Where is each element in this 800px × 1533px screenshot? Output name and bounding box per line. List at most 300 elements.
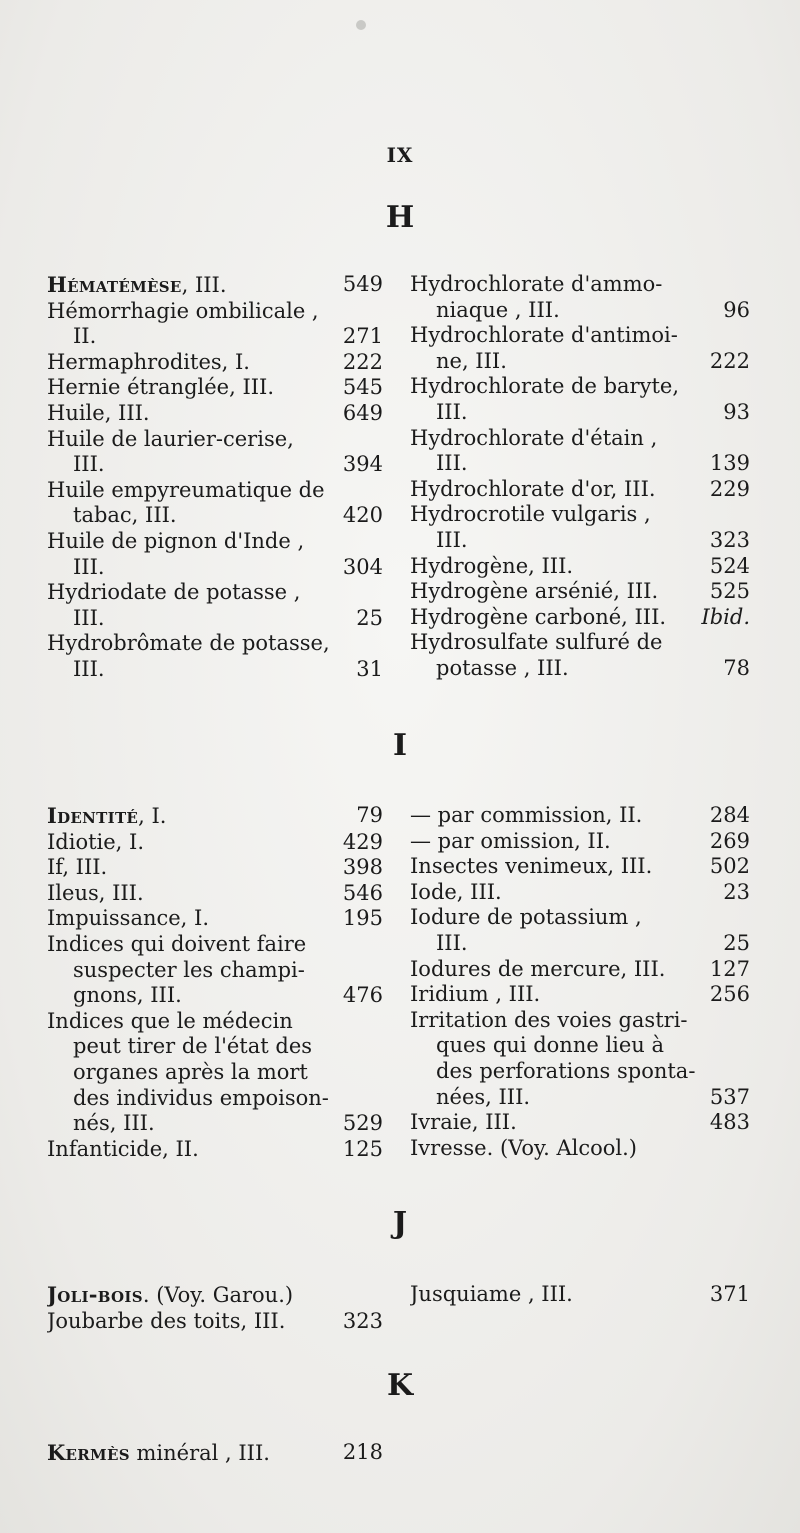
entry-text: [73, 324, 96, 350]
entry-line: [47, 272, 383, 299]
section-letter-k: K: [386, 1368, 414, 1403]
entry-line: [410, 323, 750, 349]
entry-text: [47, 580, 300, 606]
entry-label: ne, III.: [436, 348, 507, 373]
entry-label: , I.: [138, 804, 167, 828]
entry-line: [47, 906, 383, 932]
entry-text: [47, 803, 166, 830]
page-reference: 394: [342, 452, 383, 477]
entry-text: [436, 1033, 664, 1059]
page-reference: 229: [709, 476, 750, 501]
index-entry: [410, 272, 750, 323]
page-reference: 78: [723, 655, 750, 680]
entry-line: [47, 932, 383, 958]
page-reference: 398: [342, 855, 383, 880]
entry-text: [436, 349, 507, 375]
entry-label: Impuissance, I.: [47, 906, 210, 931]
page-reference: 25: [356, 605, 383, 630]
index-entry: [410, 1008, 750, 1110]
entry-continuation-line: [47, 503, 383, 529]
entry-label: gnons, III.: [73, 983, 182, 1008]
section-letter-j: J: [392, 1206, 408, 1241]
index-entry: [410, 905, 750, 956]
page-reference: 476: [342, 983, 383, 1008]
entry-label: Hydrochlorate de baryte,: [410, 374, 680, 399]
page-reference: 96: [723, 297, 750, 322]
entry-text: [73, 958, 305, 984]
page-reference: 649: [342, 400, 383, 425]
entry-continuation-line: [410, 298, 750, 324]
entry-label: tabac, III.: [73, 503, 177, 528]
page-reference: 222: [709, 348, 750, 373]
page-reference: 256: [709, 982, 750, 1007]
entry-text: [410, 426, 657, 452]
page-reference: [377, 1060, 383, 1086]
entry-text: [410, 1136, 637, 1162]
section-i-right-column: [410, 803, 750, 1161]
entry-text: [47, 350, 250, 376]
page-reference: 420: [342, 503, 383, 528]
entry-label: potasse , III.: [436, 655, 569, 680]
entry-label: Hydrocrotile vulgaris ,: [410, 502, 651, 527]
entry-line: [47, 580, 383, 606]
page-reference: 549: [342, 272, 383, 296]
entry-label: peut tirer de l'état des: [73, 1034, 313, 1059]
entry-text: [410, 272, 662, 298]
entry-line: [410, 854, 750, 880]
entry-line: [410, 1282, 750, 1308]
index-entry: [47, 299, 383, 350]
entry-line: [47, 375, 383, 401]
index-entry: [410, 829, 750, 855]
index-entry: [410, 554, 750, 580]
index-entry: [47, 1009, 383, 1137]
entry-text: [410, 502, 651, 528]
entry-line: [47, 631, 383, 657]
entry-label: Ivraie, III.: [410, 1110, 517, 1135]
entry-label: Hydrogène arsénié, III.: [410, 579, 659, 604]
page-reference: [744, 323, 750, 349]
page-reference: [744, 272, 750, 298]
entry-continuation-line: [47, 958, 383, 984]
page-reference: 524: [709, 553, 750, 578]
entry-continuation-line: [47, 324, 383, 350]
page-reference: 93: [723, 399, 750, 424]
entry-label: II.: [73, 324, 97, 349]
entry-text: [410, 1282, 573, 1308]
entry-line: [410, 502, 750, 528]
entry-label: If, III.: [47, 855, 108, 880]
entry-text: [47, 401, 150, 427]
entry-label: Hydrochlorate d'étain ,: [410, 425, 658, 450]
entry-label: Joubarbe des toits, III.: [47, 1308, 286, 1333]
entry-continuation-line: [410, 1059, 750, 1085]
page-reference: 537: [709, 1084, 750, 1109]
page-reference: [377, 958, 383, 984]
entry-label: III.: [436, 527, 468, 552]
index-entry: [47, 1282, 383, 1309]
entry-label: Hermaphrodites, I.: [47, 349, 250, 374]
entry-text: [436, 656, 569, 682]
page-reference: 195: [342, 906, 383, 931]
entry-text: [436, 1059, 695, 1085]
entry-continuation-line: [410, 1085, 750, 1111]
entry-text: [436, 400, 468, 426]
entry-label: III.: [436, 930, 468, 955]
entry-label: Iridium , III.: [410, 982, 541, 1007]
entry-continuation-line: [410, 400, 750, 426]
entry-label: III.: [73, 656, 105, 681]
entry-line: [47, 803, 383, 830]
entry-label: III.: [73, 554, 105, 579]
entry-line: [47, 1440, 383, 1467]
entry-text: [73, 606, 105, 632]
entry-label: , III.: [181, 273, 227, 297]
entry-text: [410, 905, 642, 931]
index-entry: [47, 478, 383, 529]
entry-headword: Hématémèse: [47, 272, 182, 297]
page-reference: 269: [709, 828, 750, 853]
entry-text: [73, 983, 182, 1009]
entry-label: III.: [73, 452, 105, 477]
entry-text: [410, 630, 662, 656]
entry-continuation-line: [410, 451, 750, 477]
page-reference: 545: [342, 375, 383, 400]
entry-text: [73, 1034, 312, 1060]
entry-text: [410, 880, 502, 906]
page-reference: [377, 299, 383, 325]
entry-text: [47, 1440, 270, 1467]
entry-label: III.: [73, 605, 105, 630]
entry-label: Infanticide, II.: [47, 1136, 199, 1161]
entry-line: [47, 401, 383, 427]
page-reference: 429: [342, 829, 383, 854]
index-entry: [47, 631, 383, 682]
index-entry: [47, 881, 383, 907]
page-reference: [377, 580, 383, 606]
entry-text: [47, 881, 144, 907]
page-reference: [377, 631, 383, 657]
entry-line: [47, 830, 383, 856]
page-reference: [377, 529, 383, 555]
index-entry: [47, 529, 383, 580]
entry-line: [410, 605, 750, 631]
entry-text: [47, 932, 306, 958]
entry-text: [73, 503, 177, 529]
page-reference: [377, 427, 383, 453]
entry-text: [436, 451, 468, 477]
page-reference: 323: [342, 1308, 383, 1333]
entry-line: [47, 1282, 383, 1309]
entry-continuation-line: [410, 349, 750, 375]
entry-line: [410, 272, 750, 298]
entry-line: [47, 299, 383, 325]
index-entry: [410, 880, 750, 906]
page-reference: [744, 426, 750, 452]
entry-text: [410, 1110, 517, 1136]
page-reference: [744, 1136, 750, 1162]
page-reference: [744, 374, 750, 400]
page-reference: [744, 905, 750, 931]
entry-text: [73, 1060, 308, 1086]
entry-text: [73, 452, 105, 478]
entry-line: [410, 880, 750, 906]
entry-text: [410, 605, 666, 631]
section-h-left-column: [47, 272, 383, 683]
entry-label: Ivresse. (Voy. Alcool.): [410, 1135, 637, 1160]
section-j-left-column: [47, 1282, 383, 1334]
page-reference: 139: [709, 451, 750, 476]
entry-label: Irritation des voies gastri-: [410, 1007, 688, 1032]
entry-continuation-line: [410, 656, 750, 682]
entry-label: Hydrochlorate d'ammo-: [410, 272, 663, 296]
entry-label: Iodures de mercure, III.: [410, 956, 666, 981]
entry-text: [47, 375, 274, 401]
index-entry: [410, 323, 750, 374]
entry-text: [47, 855, 107, 881]
entry-text: [47, 427, 294, 453]
entry-text: [436, 528, 468, 554]
entry-line: [410, 1110, 750, 1136]
entry-label: Hernie étranglée, III.: [47, 375, 275, 400]
page-reference: 284: [709, 803, 750, 827]
entry-text: [410, 803, 642, 829]
index-entry: [47, 932, 383, 1009]
entry-line: [47, 1137, 383, 1163]
entry-text: [436, 931, 468, 957]
entry-line: [410, 477, 750, 503]
entry-text: [410, 854, 652, 880]
entry-text: [47, 1009, 293, 1035]
page-reference: [744, 502, 750, 528]
entry-text: [410, 579, 658, 605]
entry-text: [47, 631, 330, 657]
entry-text: [410, 554, 573, 580]
index-entry: [410, 477, 750, 503]
entry-label: Hémorrhagie ombilicale ,: [47, 298, 319, 323]
index-entry: [410, 579, 750, 605]
entry-label: Indices qui doivent faire: [47, 931, 307, 956]
entry-label: niaque , III.: [436, 297, 560, 322]
page-reference: 222: [342, 349, 383, 374]
section-j-right-column: [410, 1282, 750, 1308]
entry-continuation-line: [47, 983, 383, 1009]
page-reference: [377, 478, 383, 504]
index-entry: [410, 502, 750, 553]
page-reference: [377, 932, 383, 958]
entry-label: organes après la mort: [73, 1059, 308, 1084]
entry-text: [436, 1085, 530, 1111]
index-entry: [410, 374, 750, 425]
page-reference: [744, 630, 750, 656]
page-reference: [377, 1034, 383, 1060]
section-k-left-column: [47, 1440, 383, 1467]
entry-line: [410, 803, 750, 829]
entry-label: Huile, III.: [47, 400, 150, 425]
index-entry: [410, 1110, 750, 1136]
entry-label: III.: [436, 399, 468, 424]
entry-label: . (Voy. Garou.): [142, 1283, 294, 1307]
entry-label: Insectes venimeux, III.: [410, 854, 653, 879]
page-reference: 525: [709, 579, 750, 604]
entry-text: [47, 1137, 199, 1163]
index-entry: [47, 580, 383, 631]
entry-line: [410, 905, 750, 931]
index-entry: [410, 605, 750, 631]
index-entry: [47, 906, 383, 932]
entry-label: Idiotie, I.: [47, 829, 145, 854]
page-reference: [377, 1009, 383, 1035]
entry-continuation-line: [47, 1111, 383, 1137]
entry-text: [410, 1008, 688, 1034]
entry-text: [73, 657, 105, 683]
page-reference: [377, 1282, 383, 1309]
entry-line: [410, 630, 750, 656]
entry-line: [410, 957, 750, 983]
entry-text: [47, 830, 144, 856]
page-reference: [744, 1008, 750, 1034]
entry-text: [410, 477, 656, 503]
entry-label: Ileus, III.: [47, 880, 144, 905]
entry-text: [47, 906, 209, 932]
index-entry: [410, 1136, 750, 1162]
entry-text: [47, 1282, 293, 1309]
entry-text: [47, 272, 227, 299]
entry-continuation-line: [47, 452, 383, 478]
page-reference: 529: [342, 1111, 383, 1136]
entry-text: [47, 1309, 285, 1335]
page-reference: [744, 1059, 750, 1085]
entry-text: [436, 298, 560, 324]
entry-text: [73, 1086, 329, 1112]
entry-text: [47, 529, 304, 555]
entry-line: [410, 982, 750, 1008]
entry-line: [47, 427, 383, 453]
entry-label: Hydriodate de potasse ,: [47, 580, 301, 605]
entry-text: [73, 1111, 155, 1137]
index-entry: [410, 957, 750, 983]
entry-continuation-line: [410, 931, 750, 957]
entry-text: [410, 374, 679, 400]
page-reference: [377, 1086, 383, 1112]
entry-line: [410, 426, 750, 452]
entry-continuation-line: [410, 1033, 750, 1059]
entry-line: [47, 881, 383, 907]
index-entry: [47, 272, 383, 299]
entry-text: [73, 555, 105, 581]
entry-continuation-line: [47, 1060, 383, 1086]
index-entry: [410, 854, 750, 880]
page-reference: 323: [709, 527, 750, 552]
section-i-left-column: [47, 803, 383, 1162]
entry-headword: Joli-bois: [47, 1282, 143, 1307]
entry-label: Hydrogène, III.: [410, 553, 574, 578]
entry-line: [410, 1136, 750, 1162]
page-reference: 125: [342, 1136, 383, 1161]
index-entry: [47, 427, 383, 478]
entry-label: Hydrochlorate d'or, III.: [410, 476, 656, 501]
entry-line: [47, 350, 383, 376]
entry-continuation-line: [47, 555, 383, 581]
page-reference: 127: [709, 956, 750, 981]
index-entry: [410, 630, 750, 681]
page-reference: 546: [342, 880, 383, 905]
entry-line: [47, 529, 383, 555]
index-entry: [47, 1137, 383, 1163]
entry-text: [410, 982, 540, 1008]
entry-continuation-line: [47, 657, 383, 683]
entry-label: Hydrochlorate d'antimoi-: [410, 323, 678, 348]
page-reference: 23: [723, 879, 750, 904]
index-entry: [47, 855, 383, 881]
entry-label: ques qui donne lieu à: [436, 1033, 665, 1058]
section-h-right-column: [410, 272, 750, 682]
entry-label: Jusquiame , III.: [410, 1282, 573, 1306]
index-entry: [47, 375, 383, 401]
entry-line: [410, 554, 750, 580]
index-entry: [47, 803, 383, 830]
entry-text: [47, 299, 319, 325]
page-reference: 304: [342, 554, 383, 579]
entry-continuation-line: [410, 528, 750, 554]
entry-label: nées, III.: [436, 1084, 531, 1109]
entry-line: [410, 1008, 750, 1034]
entry-label: des individus empoison-: [73, 1085, 329, 1110]
entry-label: Iodure de potassium ,: [410, 905, 642, 930]
page-reference: 79: [356, 803, 383, 827]
page-reference: [744, 1033, 750, 1059]
entry-label: III.: [436, 451, 468, 476]
entry-continuation-line: [47, 1034, 383, 1060]
entry-label: — par commission, II.: [410, 803, 643, 827]
page-number: IX: [386, 143, 414, 167]
entry-label: suspecter les champi-: [73, 957, 305, 982]
index-entry: [410, 803, 750, 829]
page-reference: 218: [342, 1440, 383, 1464]
entry-text: [410, 829, 611, 855]
page-reference: 271: [342, 324, 383, 349]
entry-label: minéral , III.: [129, 1441, 270, 1465]
index-entry: [47, 1309, 383, 1335]
index-entry: [47, 350, 383, 376]
entry-line: [47, 478, 383, 504]
page-reference: 25: [723, 930, 750, 955]
index-entry: [47, 830, 383, 856]
entry-line: [47, 1009, 383, 1035]
entry-line: [47, 1309, 383, 1335]
page-reference: 371: [709, 1282, 750, 1306]
entry-continuation-line: [47, 606, 383, 632]
entry-headword: Kermès: [47, 1440, 130, 1465]
entry-line: [410, 374, 750, 400]
page-reference: 483: [709, 1110, 750, 1135]
index-entry: [410, 426, 750, 477]
entry-line: [410, 579, 750, 605]
entry-label: Hydrogène carboné, III.: [410, 604, 667, 629]
section-letter-i: I: [392, 728, 408, 763]
entry-label: nés, III.: [73, 1111, 155, 1136]
entry-text: [410, 957, 665, 983]
entry-label: Huile empyreumatique de: [47, 477, 325, 502]
index-entry: [410, 982, 750, 1008]
entry-line: [410, 829, 750, 855]
entry-text: [47, 478, 325, 504]
page-reference: 502: [709, 854, 750, 879]
entry-text: [410, 323, 678, 349]
entry-label: Hydrosulfate sulfuré de: [410, 630, 663, 655]
entry-label: Hydrobrômate de potasse,: [47, 631, 330, 656]
index-entry: [47, 401, 383, 427]
